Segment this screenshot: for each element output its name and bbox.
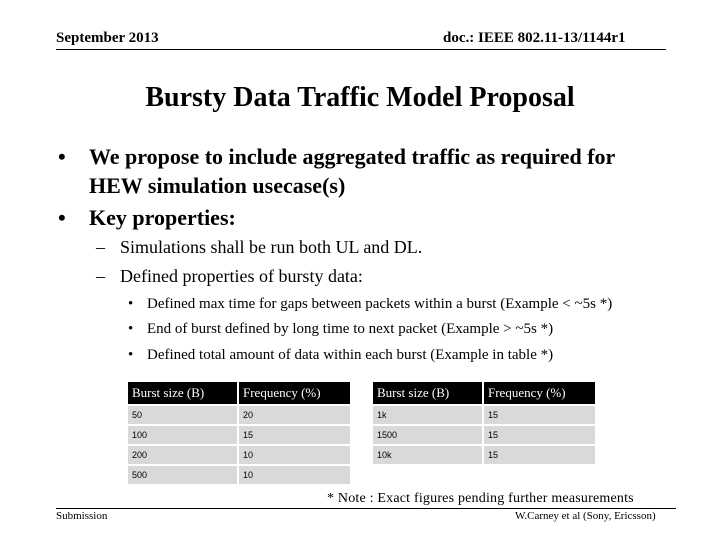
header-rule xyxy=(56,49,666,50)
table-cell: 10 xyxy=(239,466,350,484)
table-cell: 1k xyxy=(373,406,482,424)
table-cell: 15 xyxy=(484,426,595,444)
table-cell: 15 xyxy=(484,406,595,424)
bullet-item xyxy=(58,203,236,232)
table-cell: 15 xyxy=(484,446,595,464)
table-row xyxy=(128,466,350,484)
table-header-row xyxy=(373,382,595,404)
table-row xyxy=(128,406,350,424)
sub-sub-bullet-text: End of burst defined by long time to next packet (Example > ~5s *) xyxy=(147,321,554,337)
table-row xyxy=(373,426,595,444)
table-cell: 15 xyxy=(239,426,350,444)
table-cell: 1500 xyxy=(373,426,482,444)
header-date: September 2013 xyxy=(56,30,159,46)
sub-sub-bullet-marker: • xyxy=(128,296,134,312)
sub-sub-bullet-text: Defined max time for gaps between packets within a burst (Example < ~5s *) xyxy=(147,296,613,312)
bullet-marker: • xyxy=(58,144,66,169)
sub-sub-bullet-item xyxy=(128,347,553,364)
table-cell: 50 xyxy=(128,406,237,424)
column-header-burst-size: Burst size (B) xyxy=(373,382,482,404)
column-header-frequency: Frequency (%) xyxy=(239,382,350,404)
sub-sub-bullet-item xyxy=(128,296,612,313)
table-row xyxy=(373,406,595,424)
table-row xyxy=(373,466,595,484)
table-cell: 100 xyxy=(128,426,237,444)
table-row xyxy=(128,446,350,464)
column-header-burst-size: Burst size (B) xyxy=(128,382,237,404)
column-header-frequency: Frequency (%) xyxy=(484,382,595,404)
sub-bullet-text: Simulations shall be run both UL and DL. xyxy=(120,237,423,257)
table-header-row xyxy=(128,382,350,404)
sub-sub-bullet-text: Defined total amount of data within each burst (Example in table *) xyxy=(147,347,554,363)
header-doc-id: doc.: IEEE 802.11-13/1144r1 xyxy=(443,30,626,46)
bullet-item xyxy=(58,142,615,200)
footnote: * Note : Exact figures pending further measurements xyxy=(327,491,634,506)
sub-bullet-item xyxy=(96,237,422,258)
footer-submission: Submission xyxy=(56,510,108,522)
table-cell: 10k xyxy=(373,446,482,464)
sub-bullet-item xyxy=(96,266,363,287)
table-cell xyxy=(373,466,482,484)
sub-bullet-marker: – xyxy=(96,237,105,257)
table-cell: 20 xyxy=(239,406,350,424)
sub-sub-bullet-marker: • xyxy=(128,321,134,337)
sub-sub-bullet-marker: • xyxy=(128,347,134,363)
footer-authors: W.Carney et al (Sony, Ericsson) xyxy=(515,510,656,522)
table-row xyxy=(373,446,595,464)
footer-rule xyxy=(56,508,676,509)
bullet-text-continued: HEW simulation usecase(s) xyxy=(89,173,346,198)
bullet-text: We propose to include aggregated traffic as required for xyxy=(89,144,616,169)
table-cell: 500 xyxy=(128,466,237,484)
burst-table-left xyxy=(126,380,352,486)
sub-sub-bullet-item xyxy=(128,321,553,338)
sub-bullet-text: Defined properties of bursty data: xyxy=(120,266,363,286)
bullet-marker: • xyxy=(58,205,66,230)
table-row xyxy=(128,426,350,444)
slide-title: Bursty Data Traffic Model Proposal xyxy=(145,82,575,113)
sub-bullet-marker: – xyxy=(96,266,105,286)
table-cell xyxy=(484,466,595,484)
bullet-text: Key properties: xyxy=(89,205,236,230)
table-cell: 200 xyxy=(128,446,237,464)
burst-table-right xyxy=(371,380,597,486)
table-cell: 10 xyxy=(239,446,350,464)
